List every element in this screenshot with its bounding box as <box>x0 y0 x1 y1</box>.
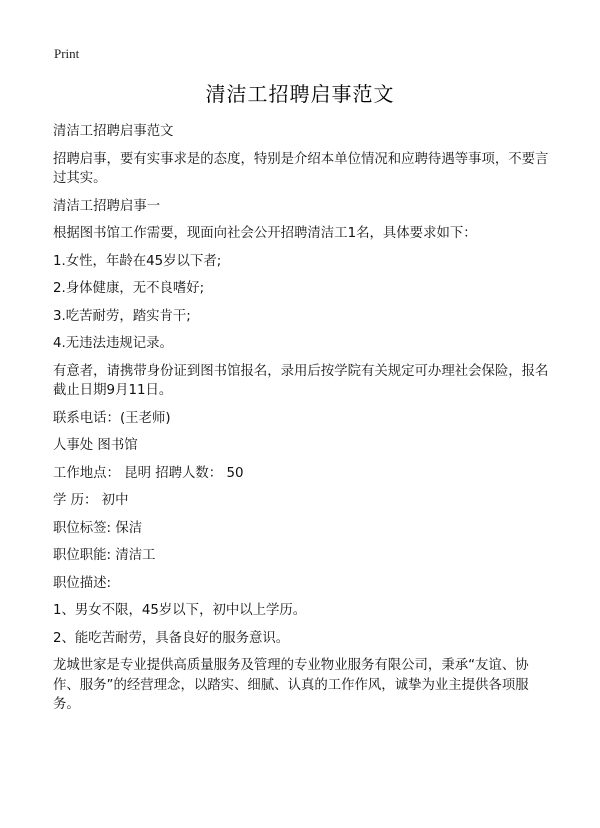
paragraph: 根据图书馆工作需要，现面向社会公开招聘清洁工1名，具体要求如下： <box>53 226 477 241</box>
paragraph: 职位描述: <box>53 575 112 591</box>
paragraph: 2、能吃苦耐劳，具备良好的服务意识。 <box>53 630 290 646</box>
paragraph: 招聘启事，要有实事求是的态度，特别是介绍本单位情况和应聘待遇等事项，不要言过其实。 <box>53 151 549 186</box>
paragraph: 学 历： 初中 <box>53 493 129 508</box>
paragraph: 工作地点： 昆明 招聘人数： 50 <box>53 465 244 481</box>
document-title: 清洁工招聘启事范文 <box>205 82 395 106</box>
paragraph: 4.无违法违规记录。 <box>53 336 173 351</box>
paragraph: 1.女性，年龄在45岁以下者; <box>53 253 222 269</box>
document-body <box>53 122 553 723</box>
paragraph: 3.吃苦耐劳，踏实肯干; <box>53 308 191 324</box>
paragraph: 职位职能: 清洁工 <box>53 548 156 563</box>
paragraph: 有意者，请携带身份证到图书馆报名，录用后按学院有关规定可办理社会保险，报名截止日期9月11日。 <box>53 363 549 398</box>
paragraph: 龙城世家是专业提供高质量服务及管理的专业物业服务有限公司，秉承“友谊、协作、服务”的经营理念，以踏实、细腻、认真的工作作风，诚挚为业主提供各项服务。 <box>53 658 529 712</box>
paragraph: 人事处 图书馆 <box>53 438 138 453</box>
paragraph: 2.身体健康，无不良嗜好; <box>53 281 205 296</box>
paragraph: 职位标签: 保洁 <box>53 520 143 536</box>
paragraph: 1、男女不限，45岁以下，初中以上学历。 <box>53 603 307 618</box>
paragraph: 联系电话：(王老师) <box>53 410 171 426</box>
paragraph: 清洁工招聘启事一 <box>53 198 161 214</box>
print-link[interactable]: Print <box>54 46 80 61</box>
paragraph: 清洁工招聘启事范文 <box>53 124 174 139</box>
